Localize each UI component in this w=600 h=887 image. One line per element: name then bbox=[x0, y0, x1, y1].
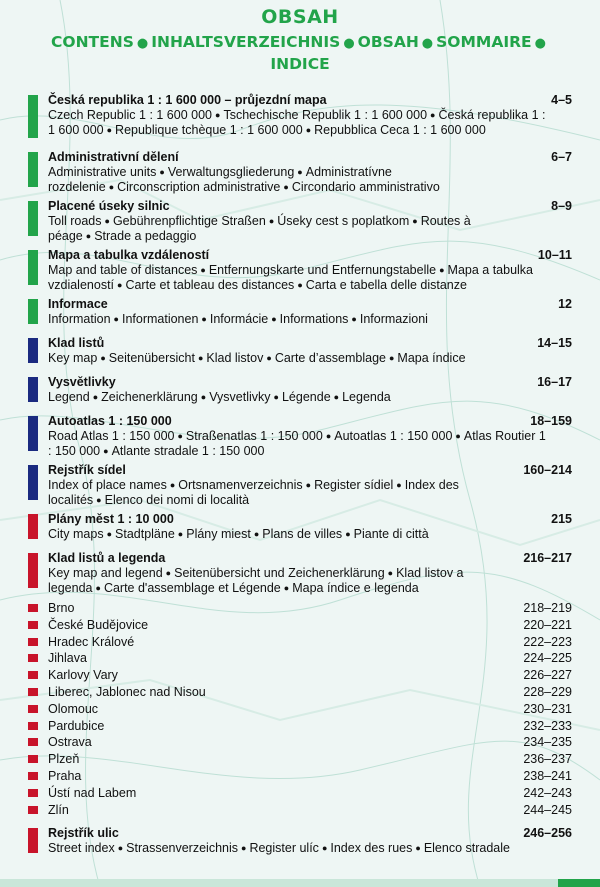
entry-description bbox=[48, 351, 576, 366]
entry-pages: 14–15 bbox=[537, 336, 572, 350]
bullet-icon: ● bbox=[106, 125, 113, 135]
bullet-icon: ● bbox=[85, 231, 92, 241]
entry-title: Vysvětlivky bbox=[48, 375, 116, 389]
translation: Register ulíc bbox=[249, 841, 319, 856]
entry-pages: 160–214 bbox=[523, 463, 572, 477]
city-pages: 222–223 bbox=[523, 634, 572, 649]
translation: Informationen bbox=[121, 312, 199, 326]
contents-entry[interactable] bbox=[28, 199, 576, 243]
contents-entry[interactable] bbox=[28, 150, 576, 194]
contents-entry[interactable] bbox=[28, 414, 576, 458]
city-item[interactable] bbox=[48, 701, 576, 718]
bullet-icon: ● bbox=[117, 280, 123, 290]
entry-description bbox=[48, 165, 576, 195]
translation: Entfernungskarte und Entfernungstabelle bbox=[208, 263, 437, 277]
bullet-icon: ● bbox=[92, 392, 99, 402]
contents-entry[interactable] bbox=[28, 375, 576, 404]
color-bar bbox=[28, 377, 38, 402]
contents-entry[interactable] bbox=[28, 297, 576, 326]
translation: Úseky cest s poplatkom bbox=[277, 214, 410, 228]
city-pages: 224–225 bbox=[523, 651, 572, 666]
entry-description bbox=[48, 263, 576, 293]
bullet-icon: ● bbox=[305, 480, 312, 490]
red-square-icon bbox=[28, 738, 38, 746]
red-square-icon bbox=[28, 789, 38, 797]
translation: Informácie bbox=[209, 312, 269, 326]
contents-list bbox=[28, 93, 576, 855]
entry-title: Placené úseky silnic bbox=[48, 199, 170, 213]
translation: Mapa índice bbox=[397, 351, 466, 365]
bullet-icon: ● bbox=[430, 110, 436, 120]
bullet-icon: ● bbox=[268, 216, 275, 226]
translation: Carta e tabella delle distanze bbox=[305, 278, 467, 292]
bullet-icon: ● bbox=[345, 529, 351, 539]
bullet-icon: ● bbox=[271, 314, 277, 324]
color-bar bbox=[28, 152, 38, 187]
bullet-icon: ● bbox=[387, 568, 394, 578]
bullet-icon: ● bbox=[200, 265, 206, 275]
translation: Seitenübersicht bbox=[108, 351, 195, 365]
bullet-icon: ● bbox=[266, 353, 272, 363]
bullet-icon: ● bbox=[117, 843, 124, 854]
bottom-band bbox=[0, 879, 600, 887]
subtitle-line-2: INDICE bbox=[270, 55, 330, 73]
subtitle-word: SOMMAIRE bbox=[436, 33, 532, 51]
translation: Tschechische Republik 1 : 1 600 000 bbox=[223, 108, 428, 122]
translation: Seitenübersicht und Zeichenerklärung bbox=[174, 566, 385, 580]
entry-description bbox=[48, 390, 576, 405]
contents-entry[interactable] bbox=[28, 551, 576, 595]
subtitle-word: INHALTSVERZEICHNIS bbox=[151, 33, 341, 51]
translation: Carte d'assemblage et Légende bbox=[103, 581, 281, 595]
entry-title: Klad listů a legenda bbox=[48, 551, 166, 565]
entry-description bbox=[48, 478, 576, 508]
entry-title: Administrativní dělení bbox=[48, 150, 179, 164]
translation: Elenco stradale bbox=[423, 841, 510, 856]
bullet-icon: ● bbox=[333, 392, 340, 402]
color-bar bbox=[28, 95, 38, 138]
city-pages: 228–229 bbox=[523, 684, 572, 699]
city-item[interactable] bbox=[48, 785, 576, 802]
translation: Vysvetlivky bbox=[209, 390, 271, 404]
color-bar bbox=[28, 514, 38, 539]
translation: Republique tchèque 1 : 1 600 000 bbox=[115, 123, 303, 137]
contents-entry[interactable] bbox=[28, 463, 576, 507]
translation: Index of place names bbox=[48, 478, 167, 492]
translation: Piante di città bbox=[353, 527, 429, 541]
city-name: Ostrava bbox=[48, 735, 92, 750]
color-bar bbox=[28, 553, 38, 588]
city-name: Liberec, Jablonec nad Nisou bbox=[48, 684, 206, 699]
city-pages: 238–241 bbox=[523, 768, 572, 783]
red-square-icon bbox=[28, 772, 38, 780]
contents-entry[interactable] bbox=[28, 93, 576, 140]
translation: Klad listov a legenda bbox=[48, 566, 464, 595]
translation: Index des rues bbox=[330, 841, 413, 856]
entry-title: Autoatlas 1 : 150 000 bbox=[48, 414, 172, 428]
subtitle-word: CONTENS bbox=[51, 33, 134, 51]
city-pages: 242–243 bbox=[523, 785, 572, 800]
city-name: Brno bbox=[48, 601, 75, 615]
color-bar bbox=[28, 416, 38, 451]
city-item[interactable] bbox=[48, 650, 576, 667]
translation: Informations bbox=[279, 312, 349, 326]
contents-entry[interactable] bbox=[28, 248, 576, 292]
color-bar bbox=[28, 828, 38, 853]
bullet-icon: ● bbox=[388, 353, 395, 363]
translation: Atlante stradale 1 : 150 000 bbox=[111, 444, 265, 458]
translation: Straßenatlas 1 : 150 000 bbox=[185, 429, 323, 443]
city-name: České Budějovice bbox=[48, 617, 149, 632]
color-bar bbox=[28, 201, 38, 236]
translation: Gebührenpflichtige Straßen bbox=[112, 214, 266, 228]
entry-pages: 216–217 bbox=[523, 551, 572, 565]
translation: Administrative units bbox=[48, 165, 157, 179]
translation: Mapa a tabulka vzdialeností bbox=[48, 263, 534, 292]
translation: Register sídiel bbox=[314, 478, 394, 492]
translation: Czech Republic 1 : 1 600 000 bbox=[48, 108, 212, 122]
bottom-band-accent bbox=[558, 879, 600, 887]
bullet-icon: ● bbox=[197, 353, 204, 363]
translation: Ortsnamenverzeichnis bbox=[178, 478, 303, 492]
red-square-icon bbox=[28, 722, 38, 730]
bullet-icon: ● bbox=[325, 431, 332, 441]
translation: Legenda bbox=[342, 390, 391, 404]
bullet-icon: ● bbox=[305, 125, 312, 135]
city-item[interactable] bbox=[48, 617, 576, 634]
translation: Česká republika 1 : 1 600 000 bbox=[48, 108, 546, 137]
bullet-icon: ● bbox=[159, 167, 165, 177]
subtitle-line-1 bbox=[0, 32, 600, 54]
bullet-icon: ● bbox=[415, 843, 421, 854]
translation: Street index bbox=[48, 841, 115, 856]
subtitle-word: OBSAH bbox=[357, 33, 419, 51]
city-pages: 230–231 bbox=[523, 701, 572, 716]
bullet-icon: ● bbox=[534, 36, 546, 51]
bullet-icon: ● bbox=[421, 36, 434, 51]
city-item[interactable] bbox=[48, 718, 576, 735]
city-name: Karlovy Vary bbox=[48, 668, 118, 683]
bullet-icon: ● bbox=[95, 583, 101, 593]
entry-pages: 10–11 bbox=[537, 248, 572, 262]
entry-title: Klad listů bbox=[48, 336, 105, 350]
city-pages: 236–237 bbox=[523, 752, 572, 767]
city-name: Olomouc bbox=[48, 701, 99, 716]
color-bar bbox=[28, 338, 38, 363]
bullet-icon: ● bbox=[106, 529, 113, 539]
translation: Carte et tableau des distances bbox=[125, 278, 295, 292]
translation: Key map bbox=[48, 351, 98, 365]
red-square-icon bbox=[28, 621, 38, 629]
city-item[interactable] bbox=[48, 634, 576, 651]
entry-description bbox=[48, 312, 576, 327]
bullet-icon: ● bbox=[412, 216, 418, 226]
city-pages: 244–245 bbox=[523, 802, 572, 817]
bullet-icon: ● bbox=[283, 583, 290, 593]
entry-pages: 16–17 bbox=[537, 375, 572, 389]
translation: Verwaltungsgliederung bbox=[167, 165, 295, 179]
bullet-icon: ● bbox=[439, 265, 445, 275]
translation: Circonscription administrative bbox=[117, 180, 281, 194]
translation: Stadtpläne bbox=[115, 527, 175, 541]
contents-entry[interactable] bbox=[28, 826, 576, 855]
city-item[interactable] bbox=[48, 768, 576, 785]
red-square-icon bbox=[28, 654, 38, 662]
color-bar bbox=[28, 465, 38, 500]
city-name: Plzeň bbox=[48, 752, 80, 767]
city-item[interactable] bbox=[48, 600, 576, 617]
city-pages: 218–219 bbox=[523, 601, 572, 615]
bullet-icon: ● bbox=[136, 36, 149, 51]
bullet-icon: ● bbox=[241, 843, 247, 854]
bullet-icon: ● bbox=[100, 353, 106, 363]
bullet-icon: ● bbox=[321, 843, 328, 854]
entry-title: Rejstřík sídel bbox=[48, 463, 126, 477]
entry-description bbox=[48, 841, 576, 856]
translation: Légende bbox=[281, 390, 331, 404]
translation: Legend bbox=[48, 390, 90, 404]
entry-pages: 4–5 bbox=[551, 93, 572, 107]
city-name: Zlín bbox=[48, 802, 69, 817]
red-square-icon bbox=[28, 688, 38, 696]
entry-title: Česká republika 1 : 1 600 000 – průjezdní mapa bbox=[48, 93, 327, 107]
entry-description bbox=[48, 108, 576, 138]
translation: Toll roads bbox=[48, 214, 102, 228]
bullet-icon: ● bbox=[177, 529, 184, 539]
city-pages: 232–233 bbox=[523, 718, 572, 733]
bullet-icon: ● bbox=[201, 314, 207, 324]
bullet-icon: ● bbox=[108, 182, 115, 192]
city-maps-list bbox=[28, 600, 576, 818]
bullet-icon: ● bbox=[104, 216, 110, 226]
city-pages: 234–235 bbox=[523, 735, 572, 750]
bullet-icon: ● bbox=[96, 495, 102, 505]
bullet-icon: ● bbox=[297, 280, 303, 290]
translation: Strassenverzeichnis bbox=[126, 841, 239, 856]
bullet-icon: ● bbox=[351, 314, 357, 324]
translation: Klad listov bbox=[206, 351, 264, 365]
entry-description bbox=[48, 429, 576, 459]
bullet-icon: ● bbox=[455, 431, 461, 441]
city-name: Jihlava bbox=[48, 651, 87, 666]
red-square-icon bbox=[28, 604, 38, 612]
city-name: Praha bbox=[48, 768, 82, 783]
entry-pages: 8–9 bbox=[551, 199, 572, 213]
entry-title: Mapa a tabulka vzdáleností bbox=[48, 248, 210, 262]
entry-description bbox=[48, 527, 576, 542]
entry-title: Rejstřík ulic bbox=[48, 826, 119, 841]
red-square-icon bbox=[28, 705, 38, 713]
translation: Elenco dei nomi di località bbox=[104, 493, 250, 507]
translation: Strade a pedaggio bbox=[94, 229, 197, 243]
entry-pages: 18–159 bbox=[530, 414, 572, 428]
translation: Informazioni bbox=[359, 312, 428, 326]
entry-pages: 246–256 bbox=[523, 826, 572, 841]
bullet-icon: ● bbox=[103, 446, 109, 456]
bullet-icon: ● bbox=[283, 182, 289, 192]
translation: Circondario amministrativo bbox=[291, 180, 440, 194]
red-square-icon bbox=[28, 755, 38, 763]
bullet-icon: ● bbox=[177, 431, 183, 441]
city-item[interactable] bbox=[48, 667, 576, 684]
translation: Repubblica Ceca 1 : 1 600 000 bbox=[314, 123, 486, 137]
translation: Zeichenerklärung bbox=[101, 390, 198, 404]
translation: Atlas Routier 1 : 150 000 bbox=[48, 429, 546, 458]
bullet-icon: ● bbox=[343, 36, 355, 51]
translation: Index des localités bbox=[48, 478, 459, 507]
translation: Information bbox=[48, 312, 111, 326]
entry-title: Informace bbox=[48, 297, 108, 311]
city-item[interactable] bbox=[48, 684, 576, 701]
translation: Map and table of distances bbox=[48, 263, 198, 277]
translation: City maps bbox=[48, 527, 104, 541]
page-title: OBSAH bbox=[261, 6, 339, 28]
city-item[interactable] bbox=[48, 751, 576, 768]
city-name: Pardubice bbox=[48, 718, 105, 733]
entry-description bbox=[48, 566, 576, 596]
city-name: Hradec Králové bbox=[48, 634, 135, 649]
bullet-icon: ● bbox=[273, 392, 279, 402]
color-bar bbox=[28, 250, 38, 285]
translation: Key map and legend bbox=[48, 566, 163, 580]
entry-description bbox=[48, 214, 576, 244]
bullet-icon: ● bbox=[253, 529, 260, 539]
city-item[interactable] bbox=[48, 734, 576, 751]
entry-pages: 12 bbox=[558, 297, 572, 311]
bullet-icon: ● bbox=[297, 167, 303, 177]
city-pages: 226–227 bbox=[523, 668, 572, 683]
translation: Mapa índice e legenda bbox=[292, 581, 419, 595]
contents-entry[interactable] bbox=[28, 336, 576, 365]
translation: Plány miest bbox=[186, 527, 251, 541]
bullet-icon: ● bbox=[113, 314, 119, 324]
translation: Autoatlas 1 : 150 000 bbox=[334, 429, 453, 443]
entry-pages: 215 bbox=[551, 512, 572, 526]
translation: Road Atlas 1 : 150 000 bbox=[48, 429, 175, 443]
red-square-icon bbox=[28, 806, 38, 814]
entry-title: Plány měst 1 : 10 000 bbox=[48, 512, 174, 526]
translation: Routes à péage bbox=[48, 214, 471, 243]
contents-entry[interactable] bbox=[28, 512, 576, 541]
city-pages: 220–221 bbox=[523, 617, 572, 632]
translation: Carte d’assemblage bbox=[274, 351, 386, 365]
translation: Plans de villes bbox=[262, 527, 343, 541]
city-item[interactable] bbox=[48, 802, 576, 819]
bullet-icon: ● bbox=[169, 480, 176, 490]
bullet-icon: ● bbox=[200, 392, 207, 402]
bullet-icon: ● bbox=[215, 110, 221, 120]
bullet-icon: ● bbox=[396, 480, 402, 490]
translation: Administratívne rozdelenie bbox=[48, 165, 392, 194]
red-square-icon bbox=[28, 671, 38, 679]
bullet-icon: ● bbox=[165, 568, 172, 578]
entry-pages: 6–7 bbox=[551, 150, 572, 164]
color-bar bbox=[28, 299, 38, 324]
city-name: Ústí nad Labem bbox=[48, 785, 137, 800]
red-square-icon bbox=[28, 638, 38, 646]
page-subtitle bbox=[0, 32, 600, 74]
